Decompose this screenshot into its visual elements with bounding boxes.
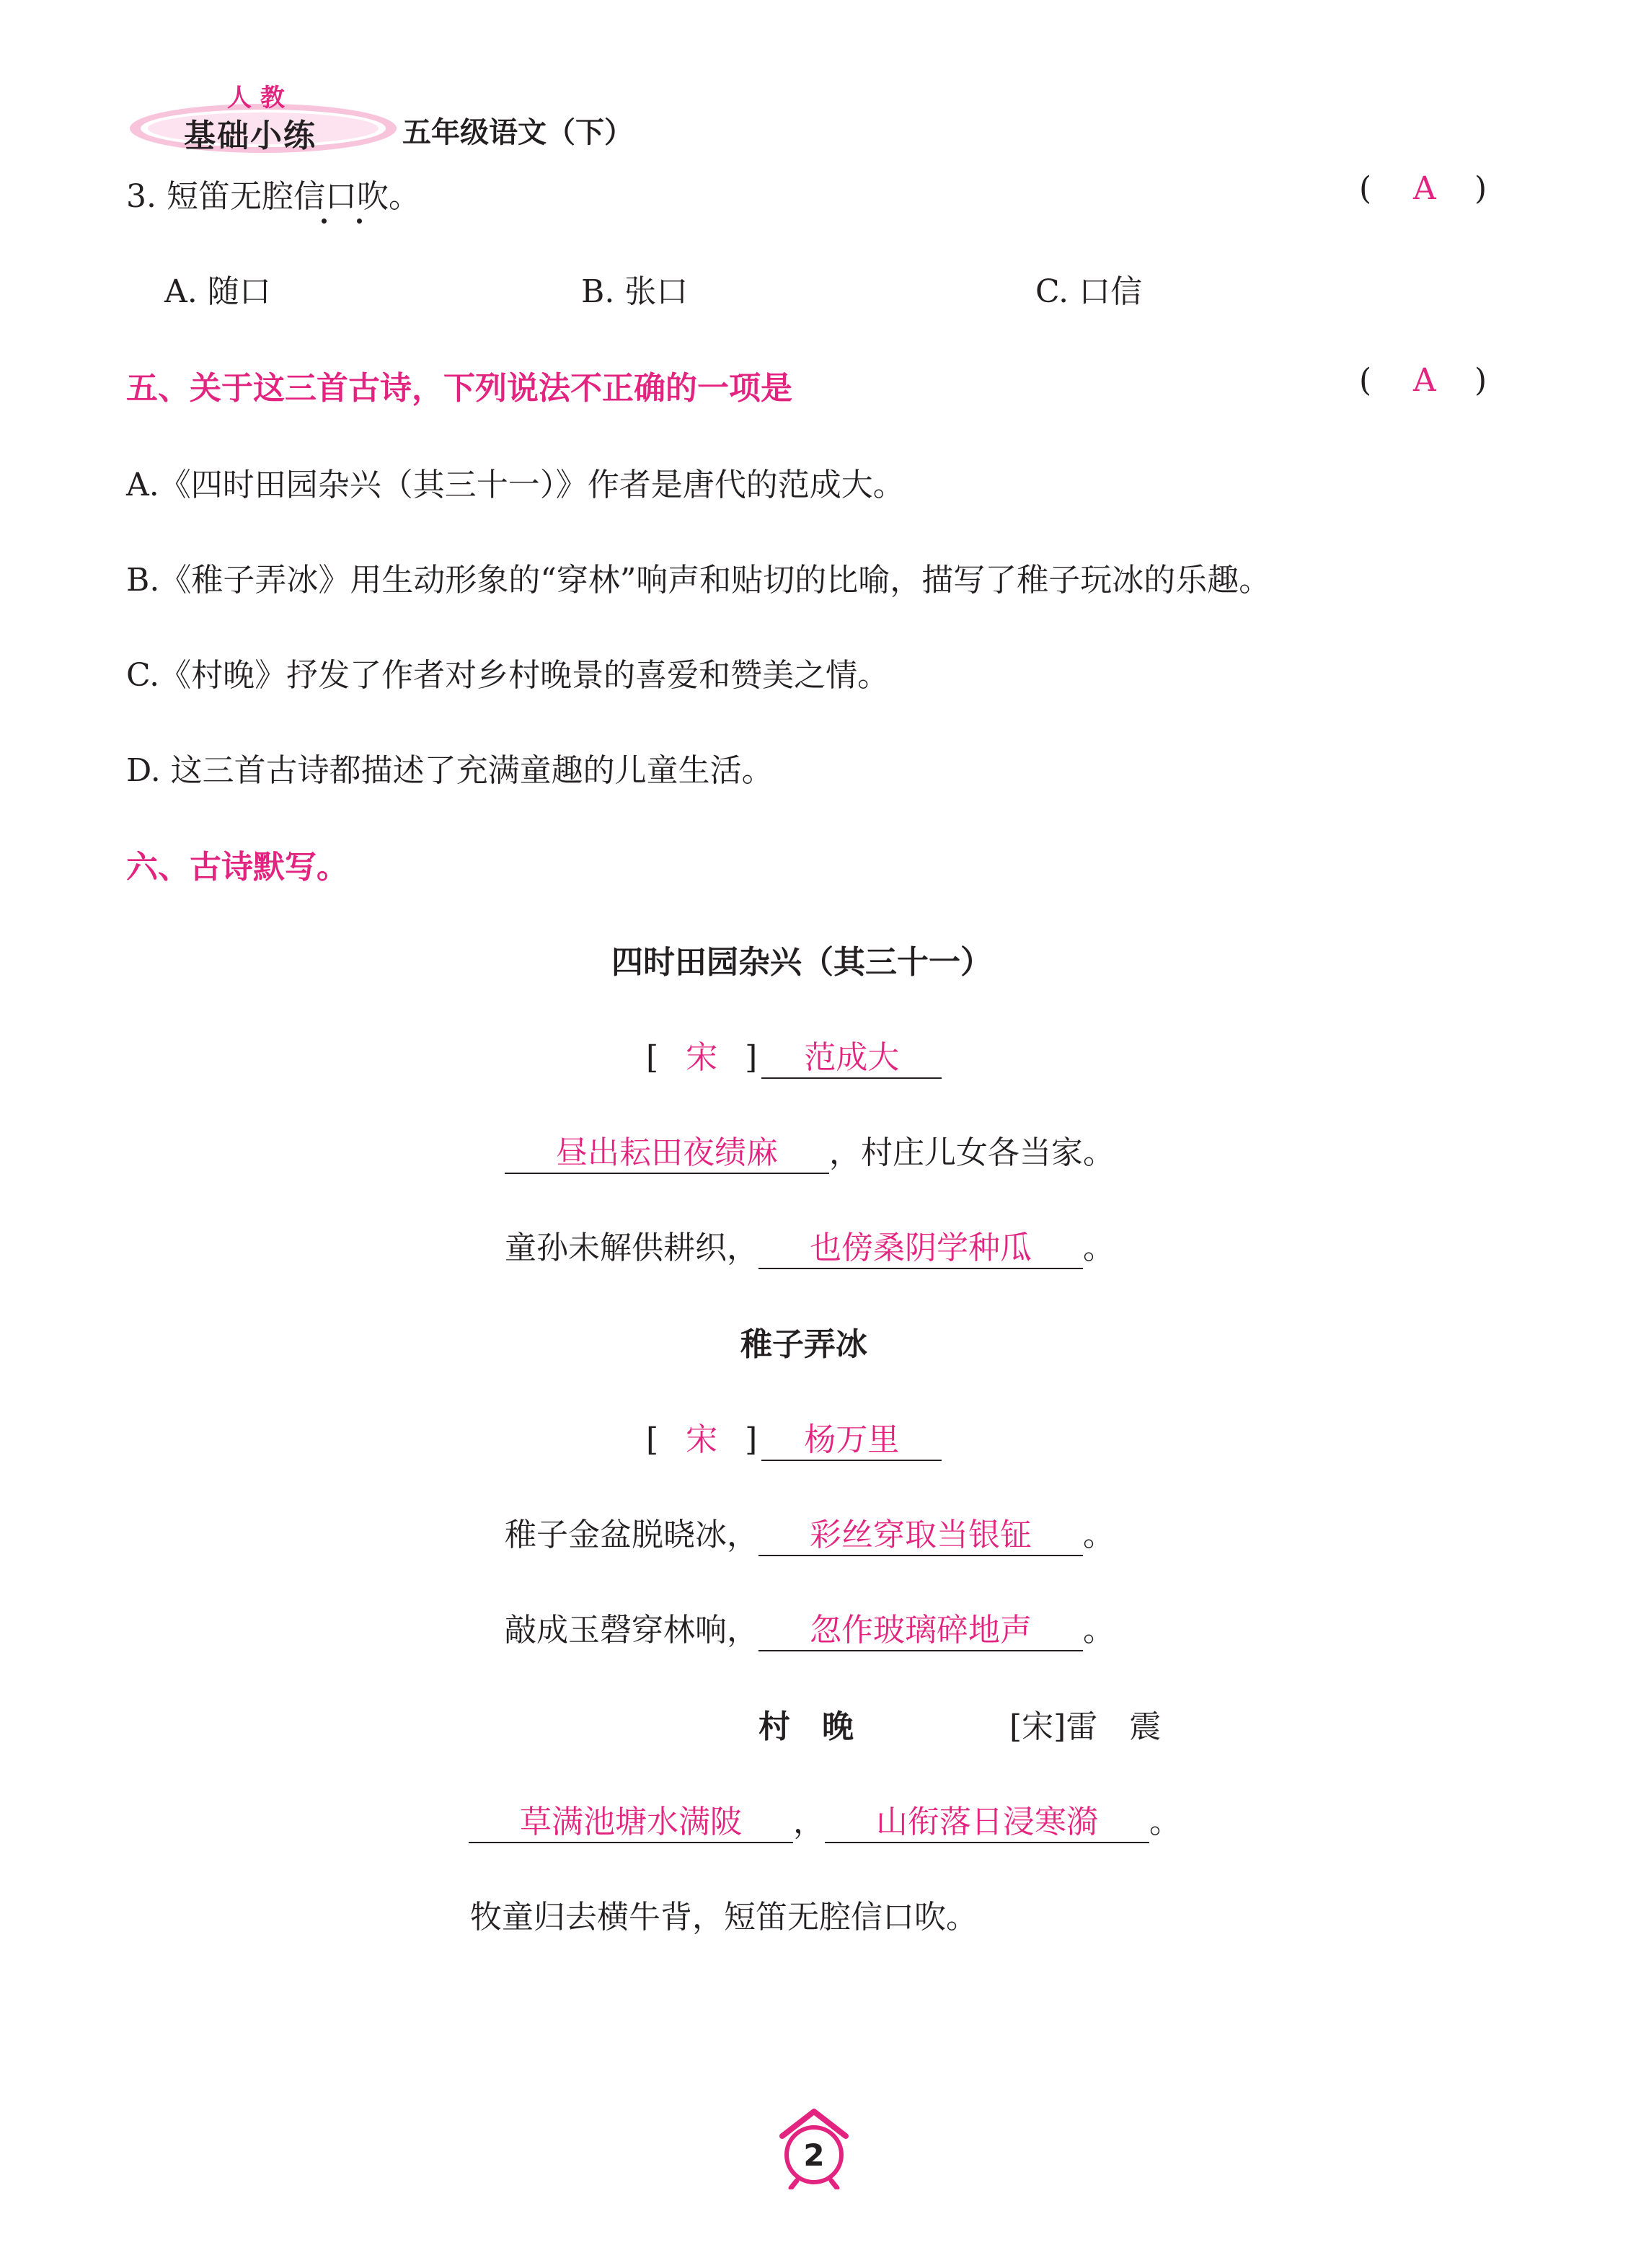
poem2-attribution: [646, 1413, 942, 1461]
poem1-line1: [505, 1126, 1115, 1174]
poem3-line1: [469, 1796, 1181, 1843]
poem1-line1-rest: ，村庄儿女各当家。: [829, 1134, 1115, 1171]
poem1-title: 四时田园杂兴（其三十一）: [611, 944, 992, 981]
subject-label: 五年级语文（下）: [402, 116, 633, 149]
poem2-title: 稚子弄冰: [740, 1326, 867, 1363]
poem1-attribution: [646, 1031, 942, 1079]
poem1-author-blank: [761, 1031, 942, 1079]
poem1-line2-blank: [758, 1222, 1083, 1269]
poem1-line1-answer: 昼出耘田夜绩麻: [556, 1134, 778, 1171]
poem2-line1-start: 稚子金盆脱晓冰，: [505, 1517, 758, 1553]
s5-paren-close: ): [1474, 362, 1487, 399]
poem2-author-blank: [761, 1413, 942, 1461]
section5-title: 五、关于这三首古诗，下列说法不正确的一项是: [126, 370, 792, 407]
poem2-line2: [505, 1604, 1115, 1651]
section6-title: 六、古诗默写。: [126, 849, 348, 886]
series-label: 基础小练: [184, 118, 317, 154]
s5-option-b: B.《稚子弄冰》用生动形象的“穿林”响声和贴切的比喻，描写了稚子玩冰的乐趣。: [126, 562, 1271, 599]
poem1-line2: [505, 1222, 1115, 1269]
poem2-line2-blank: [758, 1604, 1083, 1651]
poem2-dynasty: 宋: [686, 1421, 718, 1458]
poem3-line1-answer-a: 草满池塘水满陂: [520, 1804, 742, 1840]
s5-answer: A: [1413, 362, 1436, 399]
page-number-badge: [775, 2106, 853, 2189]
q3-answer: A: [1413, 170, 1436, 207]
poem1-author: 范成大: [804, 1039, 900, 1076]
q3-emphasis-dot: [357, 219, 362, 224]
poem3-title: 村 晚: [758, 1708, 854, 1745]
q3-paren-open: (: [1359, 170, 1372, 207]
s5-option-c: C.《村晚》抒发了作者对乡村晚景的喜爱和赞美之情。: [126, 657, 890, 694]
bracket-close: ]: [745, 1039, 758, 1076]
poem3-line1-answer-b: 山衔落日浸寒漪: [876, 1804, 1098, 1840]
poem1-line2-answer: 也傍桑阴学种瓜: [810, 1230, 1032, 1266]
poem3-line1-blank-b: [825, 1796, 1149, 1843]
publisher-label: 人 教: [227, 84, 285, 112]
header-badge: [126, 72, 400, 159]
q3-option-a: A. 随口: [164, 273, 271, 310]
poem2-line2-end: 。: [1083, 1612, 1115, 1649]
s5-option-d: D. 这三首古诗都描述了充满童趣的儿童生活。: [126, 752, 774, 789]
poem2-line1: [505, 1509, 1115, 1556]
poem2-line1-blank: [758, 1509, 1083, 1556]
poem3-line1-end: 。: [1149, 1804, 1181, 1840]
q3-option-b: B. 张口: [581, 273, 689, 310]
bracket-close: ]: [745, 1421, 758, 1458]
poem3-attribution: [宋]雷 震: [1009, 1708, 1162, 1745]
q3-paren-close: ): [1474, 170, 1487, 207]
poem2-line2-answer: 忽作玻璃碎地声: [810, 1612, 1032, 1649]
page-number: 2: [803, 2137, 825, 2173]
poem1-line2-start: 童孙未解供耕织，: [505, 1230, 758, 1266]
s5-paren-open: (: [1359, 362, 1372, 399]
poem1-line1-blank: [505, 1126, 829, 1174]
s5-option-a: A.《四时田园杂兴（其三十一）》作者是唐代的范成大。: [126, 467, 905, 503]
poem2-line2-start: 敲成玉磬穿林响，: [505, 1612, 758, 1649]
poem2-line1-answer: 彩丝穿取当银钲: [810, 1517, 1032, 1553]
q3-option-c: C. 口信: [1035, 273, 1143, 310]
poem2-author: 杨万里: [804, 1421, 900, 1458]
poem3-line1-blank-a: [469, 1796, 793, 1843]
bracket-open: [: [646, 1039, 659, 1076]
poem1-line2-end: 。: [1083, 1230, 1115, 1266]
bracket-open: [: [646, 1421, 659, 1458]
q3-text: 3. 短笛无腔信口吹。: [126, 178, 420, 215]
poem3-line2: 牧童归去横牛背，短笛无腔信口吹。: [470, 1899, 978, 1936]
poem1-dynasty: 宋: [686, 1039, 718, 1076]
poem2-line1-end: 。: [1083, 1517, 1115, 1553]
poem3-line1-sep: ，: [793, 1804, 825, 1840]
q3-emphasis-dot: [322, 219, 327, 224]
